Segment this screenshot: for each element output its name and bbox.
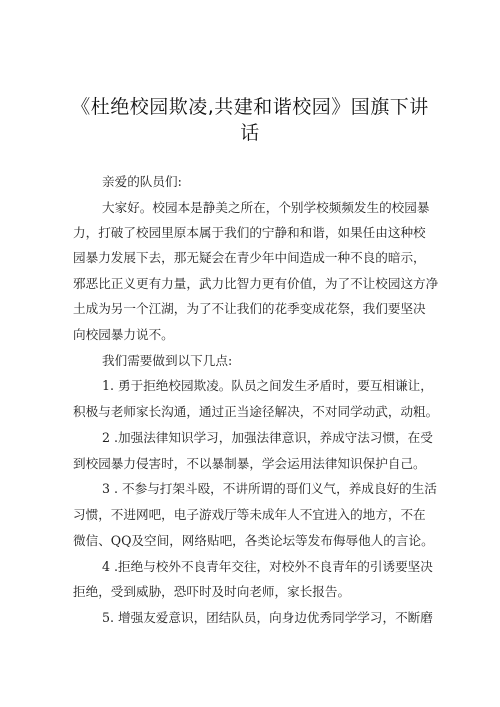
- document-title-line-2: 话: [240, 122, 260, 144]
- paragraph-1-line-4: 邪恶比正义更有力量，武力比智力更有价值，为了不让校园这方净: [73, 276, 439, 291]
- item-2-line-2: 到校园暴力侵害时，不以暴制暴，学会运用法律知识保护自己。: [73, 456, 426, 471]
- paragraph-2-line-1: 我们需要做到以下几点:: [102, 353, 233, 368]
- item-2-line-1: 2 .加强法律知识学习，加强法律意识，养成守法习惯，在受: [102, 430, 433, 445]
- paragraph-1-line-6: 向校园暴力说不。: [73, 327, 174, 342]
- item-3-line-3: 微信、QQ及空间，网络贴吧，各类论坛等发布侮辱他人的言论。: [73, 533, 434, 548]
- document-title-line-1: 《杜绝校园欺凌,共建和谐校园》国旗下讲: [71, 96, 429, 118]
- paragraph-1-line-2: 力，打破了校园里原本属于我们的宁静和和谐，如果任由这种校: [73, 225, 426, 240]
- item-1-line-1: 1. 勇于拒绝校园欺凌。队员之间发生矛盾时，要互相谦让，: [102, 378, 433, 393]
- item-5-line-1: 5. 增强友爱意识，团结队员，向身边优秀同学学习，不断磨: [102, 610, 433, 625]
- item-1-line-2: 积极与老师家长沟通，通过正当途径解决，不对同学动武，动粗。: [73, 404, 439, 419]
- paragraph-1-line-3: 园暴力发展下去，那无疑会在青少年中间造成一种不良的暗示，: [73, 250, 426, 265]
- salutation: 亲爱的队员们:: [102, 174, 182, 189]
- paragraph-1-line-1: 大家好。校园本是静美之所在，个别学校频频发生的校园暴: [102, 200, 430, 215]
- item-4-line-2: 拒绝，受到威胁，恐吓时及时向老师，家长报告。: [73, 584, 351, 599]
- item-4-line-1: 4 .拒绝与校外不良青年交往，对校外不良青年的引诱要坚决: [102, 559, 433, 574]
- paragraph-1-line-5: 土成为另一个江湖，为了不让我们的花季变成花祭，我们要坚决: [73, 301, 426, 316]
- item-3-line-2: 习惯，不进网吧，电子游戏厅等未成年人不宜进入的地方，不在: [73, 507, 426, 522]
- item-3-line-1: 3 . 不参与打架斗殴，不讲所谓的哥们义气，养成良好的生活: [102, 481, 437, 496]
